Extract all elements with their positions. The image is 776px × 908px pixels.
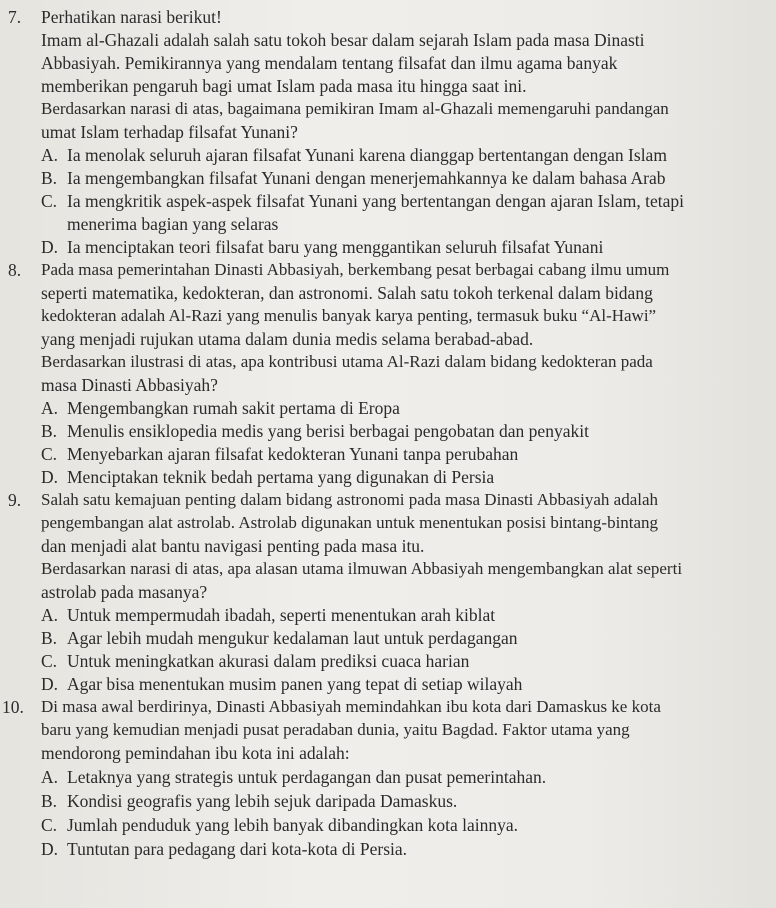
question-text-line: Berdasarkan narasi di atas, apa alasan utama ilmuwan Abbasiyah mengembangkan alat seperti — [41, 559, 683, 578]
option-text: Ia mengembangkan filsafat Yunani dengan menerjemahkannya ke dalam bahasa Arab — [67, 168, 666, 188]
option-text: Menciptakan teknik bedah pertama yang digunakan di Persia — [67, 467, 495, 487]
question-text-line: Berdasarkan ilustrasi di atas, apa kontribusi utama Al-Razi dalam bidang kedokteran pada — [41, 352, 653, 371]
question-text-line: astrolab pada masanya? — [41, 582, 208, 602]
option-text: Jumlah penduduk yang lebih banyak dibandingkan kota lainnya. — [67, 815, 519, 835]
question-text-line: Di masa awal berdirinya, Dinasti Abbasiyah memindahkan ibu kota dari Damaskus ke kota — [41, 697, 661, 716]
option-letter: C. — [41, 815, 58, 835]
option-text: Ia menolak seluruh ajaran filsafat Yunani karena dianggap bertentangan dengan Islam — [67, 145, 667, 165]
option-text: Menyebarkan ajaran filsafat kedokteran Yunani tanpa perubahan — [67, 444, 519, 464]
question-text-line: baru yang kemudian menjadi pusat peradaban dunia, yaitu Bagdad. Faktor utama yang — [41, 720, 630, 739]
option-letter: B. — [41, 168, 58, 188]
question-text-line: masa Dinasti Abbasiyah? — [41, 375, 218, 395]
question-text-line: Abbasiyah. Pemikirannya yang mendalam tentang filsafat dan ilmu agama banyak — [41, 53, 618, 73]
option-b[interactable] — [41, 790, 457, 812]
option-c[interactable] — [41, 190, 684, 212]
option-letter: B. — [41, 421, 58, 441]
option-a[interactable] — [41, 766, 546, 788]
option-text: Agar lebih mudah mengukur kedalaman laut untuk perdagangan — [67, 628, 518, 648]
option-text: Agar bisa menentukan musim panen yang tepat di setiap wilayah — [67, 674, 523, 694]
question-text-line: memberikan pengaruh bagi umat Islam pada masa itu hingga saat ini. — [41, 76, 527, 96]
option-letter: D. — [41, 674, 59, 694]
option-text: Letaknya yang strategis untuk perdagangan dan pusat pemerintahan. — [67, 767, 547, 787]
option-text: Untuk mempermudah ibadah, seperti menentukan arah kiblat — [67, 605, 496, 625]
option-b[interactable] — [41, 627, 517, 649]
option-letter: C. — [41, 444, 58, 464]
option-letter: C. — [41, 191, 58, 211]
option-text-continued: menerima bagian yang selaras — [67, 214, 279, 234]
question-text-line: Perhatikan narasi berikut! — [41, 7, 222, 27]
option-letter: B. — [41, 791, 58, 811]
option-letter: A. — [41, 145, 59, 165]
option-text: Menulis ensiklopedia medis yang berisi berbagai pengobatan dan penyakit — [67, 421, 589, 441]
option-letter: D. — [41, 237, 59, 257]
option-text: Ia menciptakan teori filsafat baru yang menggantikan seluruh filsafat Yunani — [67, 237, 604, 257]
question-number: 7. — [8, 7, 22, 27]
question-text-line: yang menjadi rujukan utama dalam dunia medis selama berabad-abad. — [41, 329, 534, 349]
option-text: Mengembangkan rumah sakit pertama di Eropa — [67, 398, 400, 418]
option-letter: C. — [41, 651, 58, 671]
option-text: Ia mengkritik aspek-aspek filsafat Yunani yang bertentangan dengan ajaran Islam, tetapi — [67, 191, 684, 211]
question-number: 10. — [2, 697, 24, 717]
option-a[interactable] — [41, 144, 667, 166]
question-text-line: kedokteran adalah Al-Razi yang menulis banyak karya penting, termasuk buku “Al-Hawi” — [41, 306, 657, 325]
option-letter: A. — [41, 398, 59, 418]
question-text-line: Pada masa pemerintahan Dinasti Abbasiyah, berkembang pesat berbagai cabang ilmu umum — [41, 260, 670, 279]
option-text: Untuk meningkatkan akurasi dalam prediksi cuaca harian — [67, 651, 470, 671]
question-number: 9. — [8, 490, 22, 510]
option-a[interactable] — [41, 604, 495, 626]
option-c[interactable] — [41, 443, 518, 465]
option-d[interactable] — [41, 236, 603, 258]
option-letter: A. — [41, 605, 59, 625]
option-text: Tuntutan para pedagang dari kota-kota di Persia. — [67, 839, 408, 859]
question-text-line: dan menjadi alat bantu navigasi penting pada masa itu. — [41, 536, 425, 556]
option-b[interactable] — [41, 167, 666, 189]
option-letter: D. — [41, 839, 59, 859]
option-d[interactable] — [41, 673, 522, 695]
question-text-line: Salah satu kemajuan penting dalam bidang astronomi pada masa Dinasti Abbasiyah adalah — [41, 490, 659, 509]
option-a[interactable] — [41, 397, 400, 419]
option-letter: A. — [41, 767, 59, 787]
question-text-line: mendorong pemindahan ibu kota ini adalah: — [41, 743, 350, 763]
question-text-line: seperti matematika, kedokteran, dan astronomi. Salah satu tokoh terkenal dalam bidang — [41, 283, 653, 303]
question-number: 8. — [8, 260, 22, 280]
question-text-line: umat Islam terhadap filsafat Yunani? — [41, 122, 298, 142]
question-text-line: Berdasarkan narasi di atas, bagaimana pemikiran Imam al-Ghazali memengaruhi pandangan — [41, 99, 669, 118]
option-c[interactable] — [41, 814, 518, 836]
option-b[interactable] — [41, 420, 589, 442]
option-text: Kondisi geografis yang lebih sejuk daripada Damaskus. — [67, 791, 458, 811]
question-text-line: Imam al-Ghazali adalah salah satu tokoh besar dalam sejarah Islam pada masa Dinasti — [41, 30, 645, 50]
option-letter: D. — [41, 467, 59, 487]
option-c[interactable] — [41, 650, 469, 672]
option-d[interactable] — [41, 466, 494, 488]
option-d[interactable] — [41, 838, 407, 860]
option-letter: B. — [41, 628, 58, 648]
question-text-line: pengembangan alat astrolab. Astrolab digunakan untuk menentukan posisi bintang-bintang — [41, 513, 659, 532]
